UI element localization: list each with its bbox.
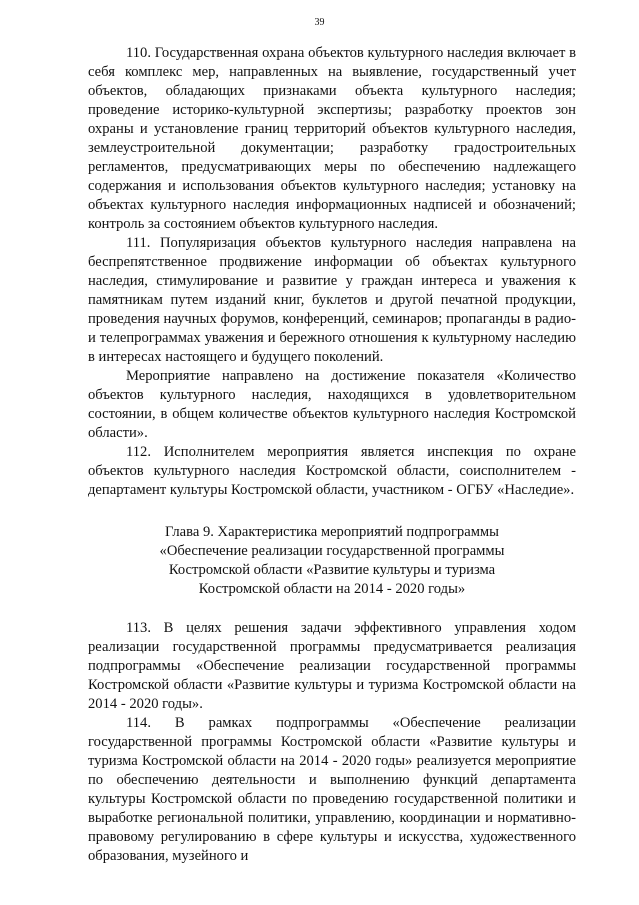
chapter-heading-line: «Обеспечение реализации государственной программы xyxy=(159,543,505,559)
paragraph-112: 112. Исполнителем мероприятия является инспекция по охране объектов культурного наследия Костромской области, соисполнителем - департамент культуры Костромской области, участником - ОГБУ «Наследие». xyxy=(88,444,576,498)
chapter-heading-line: Глава 9. Характеристика мероприятий подпрограммы xyxy=(165,524,499,540)
document-body xyxy=(88,44,576,866)
paragraph-113: 113. В целях решения задачи эффективного управления ходом реализации государственной программы предусматривается реализация подпрограммы «Обеспечение реализации государственной программы Костромской области «Развитие культуры и туризма Костромской области на 2014 - 2020 годы». xyxy=(88,620,576,712)
chapter-heading-line: Костромской области «Развитие культуры и туризма xyxy=(168,562,496,578)
paragraph-110: 110. Государственная охрана объектов культурного наследия включает в себя комплекс мер, направленных на выявление, государственный учет объектов, обладающих признаками объекта культурного наследия; проведение историко-культурной экспертизы; разработку проектов зон охраны и установление границ территорий объектов культурного наследия, землеустроительной документации; разработку градостроительных регламентов, предусматривающих меры по обеспечению надлежащего содержания и использования объектов культурного наследия; установку на объектах культурного наследия информационных надписей и обозначений; контроль за состоянием объектов культурного наследия. xyxy=(88,45,576,232)
paragraph-indicator: Мероприятие направлено на достижение показателя «Количество объектов культурного наследия, находящихся в удовлетворительном состоянии, в общем количестве объектов культурного наследия Костромской области». xyxy=(88,368,576,441)
chapter-heading-line: Костромской области на 2014 - 2020 годы» xyxy=(198,581,466,597)
paragraph-111: 111. Популяризация объектов культурного наследия направлена на беспрепятственное продвижение информации об объектах культурного наследия, стимулирование и развитие у граждан интереса и уважения к памятникам путем изданий книг, буклетов и другой печатной продукции, проведения научных форумов, конференций, семинаров; пропаганды в радио- и телепрограммах уважения и бережного отношения к культурному наследию в интересах настоящего и будущего поколений. xyxy=(88,235,576,365)
chapter-heading xyxy=(88,523,576,599)
paragraph-114: 114. В рамках подпрограммы «Обеспечение реализации государственной программы Костромской области «Развитие культуры и туризма Костромской области на 2014 - 2020 годы» реализуется мероприятие по обеспечению деятельности и выполнению функций департамента культуры Костромской области по проведению государственной политики и выработке региональной политики, управлению, координации и нормативно-правовому регулированию в сфере культуры и искусства, художественного образования, музейного и xyxy=(88,715,576,864)
page-number: 39 xyxy=(314,17,325,28)
